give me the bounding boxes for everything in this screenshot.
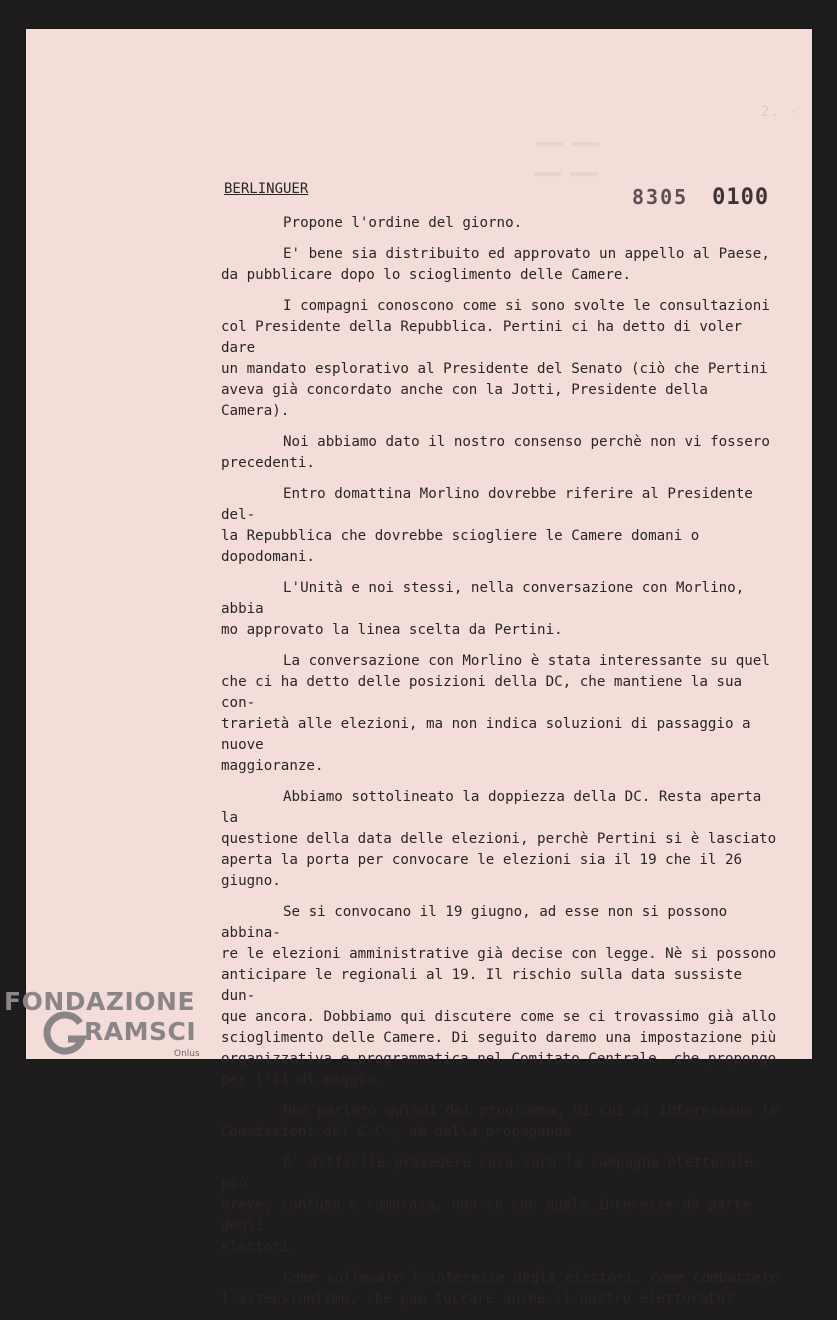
archive-stamp	[632, 185, 769, 210]
paragraph-line: Propone l'ordine del giorno.	[283, 215, 523, 231]
gramsci-g-logo-icon	[40, 1009, 90, 1059]
bleed-through-mark: ▬▬▬ ▬▬▬	[536, 134, 600, 152]
speaker-heading: BERLINGUER	[224, 181, 309, 197]
paragraph-line: Se si convocano il 19 giugno, ad esse non si possono abbina-	[221, 904, 736, 941]
paragraph-line: elettori.	[221, 1239, 298, 1255]
watermark-suffix: Onlus	[174, 1049, 200, 1059]
paragraph	[221, 1268, 781, 1310]
paragraph-line: questione della data delle elezioni, perchè Pertini si è lasciato	[221, 831, 777, 847]
paragraph	[221, 787, 781, 892]
paragraph-line: Entro domattina Morlino dovrebbe riferire al Presidente del-	[221, 486, 762, 523]
paragraph-line: E' difficile prevedere cosa sarà la campagna elettorale, più	[221, 1155, 770, 1192]
bleed-through-mark: ▬▬▬ ▬▬▬	[534, 164, 598, 182]
paragraph-line: I compagni conoscono come si sono svolte le consultazioni	[283, 298, 770, 314]
paragraph	[221, 651, 781, 777]
paragraph-line: maggioranze.	[221, 758, 324, 774]
paragraph-line: l'astensionismo, che può toccare anche il nostro elettorato?	[221, 1291, 734, 1307]
paragraph-line: mo approvato la linea scelta da Pertini.	[221, 622, 563, 638]
paragraph-line: E' bene sia distribuito ed approvato un appello al Paese,	[283, 246, 770, 262]
paragraph	[221, 1101, 781, 1143]
paragraph-line: breve, confusa e rumorosa, non so con quale interesse da parte degli	[221, 1197, 760, 1234]
paragraph-line: trarietà alle elezioni, ma non indica soluzioni di passaggio a nuove	[221, 716, 760, 753]
paragraph-line: che ci ha detto delle posizioni della DC, che mantiene la sua con-	[221, 674, 751, 711]
page-number: 2. -	[761, 104, 799, 120]
paragraph	[221, 296, 781, 422]
paragraph	[221, 484, 781, 568]
paragraph	[221, 578, 781, 641]
paragraph-line: col Presidente della Repubblica. Pertini ci ha detto di voler dare	[221, 319, 751, 356]
paragraph-line: per l'11 di maggio.	[221, 1072, 384, 1088]
paragraph-line: que ancora. Dobbiamo qui discutere come se ci trovassimo già allo	[221, 1009, 777, 1025]
paragraph-line: un mandato esplorativo al Presidente del Senato (ciò che Pertini	[221, 361, 768, 377]
paragraph-line: La conversazione con Morlino è stata interessante su quel	[283, 653, 770, 669]
stamp-number: 0100	[712, 185, 770, 210]
watermark-line2: RAMSCI	[84, 1017, 197, 1046]
paragraph-line: aperta la porta per convocare le elezioni sia il 19 che il 26 giugno.	[221, 852, 751, 889]
paragraph	[221, 244, 781, 286]
paragraph-line: Commissioni del C.C., nè della propaganda.	[221, 1124, 580, 1140]
paragraph	[221, 1153, 781, 1258]
paragraph-line: anticipare le regionali al 19. Il rischio sulla data sussiste dun-	[221, 967, 751, 1004]
stamp-prefix: 8305	[632, 185, 689, 209]
paragraph-line: scioglimento delle Camere. Di seguito daremo una impostazione più	[221, 1030, 777, 1046]
paragraph-line: la Repubblica che dovrebbe sciogliere le Camere domani o dopodomani.	[221, 528, 708, 565]
paragraph-line: Non parlerò quindi del programma, di cui si interessano le	[283, 1103, 779, 1119]
paragraph-line: da pubblicare dopo lo scioglimento delle Camere.	[221, 267, 631, 283]
paragraph-line: re le elezioni amministrative già decise con legge. Nè si possono	[221, 946, 777, 962]
paragraph-line: Noi abbiamo dato il nostro consenso perchè non vi fossero	[283, 434, 770, 450]
document-body	[221, 213, 781, 1320]
paragraph-line: precedenti.	[221, 455, 315, 471]
paragraph-line: L'Unità e noi stessi, nella conversazione con Morlino, abbia	[221, 580, 753, 617]
paragraph-line: Come sollevare l'interesse degli elettori, come combattere	[283, 1270, 779, 1286]
paragraph-line: aveva già concordato anche con la Jotti, Presidente della Camera).	[221, 382, 717, 419]
paragraph	[221, 213, 781, 234]
watermark-line1: FONDAZIONE	[4, 987, 196, 1016]
paragraph-line: Abbiamo sottolineato la doppiezza della DC. Resta aperta la	[221, 789, 770, 826]
paragraph	[221, 902, 781, 1091]
paragraph	[221, 432, 781, 474]
paragraph-line: organizzativa e programmatica nel Comitato Centrale, che propongo	[221, 1051, 777, 1067]
fondazione-gramsci-watermark	[4, 987, 214, 1077]
